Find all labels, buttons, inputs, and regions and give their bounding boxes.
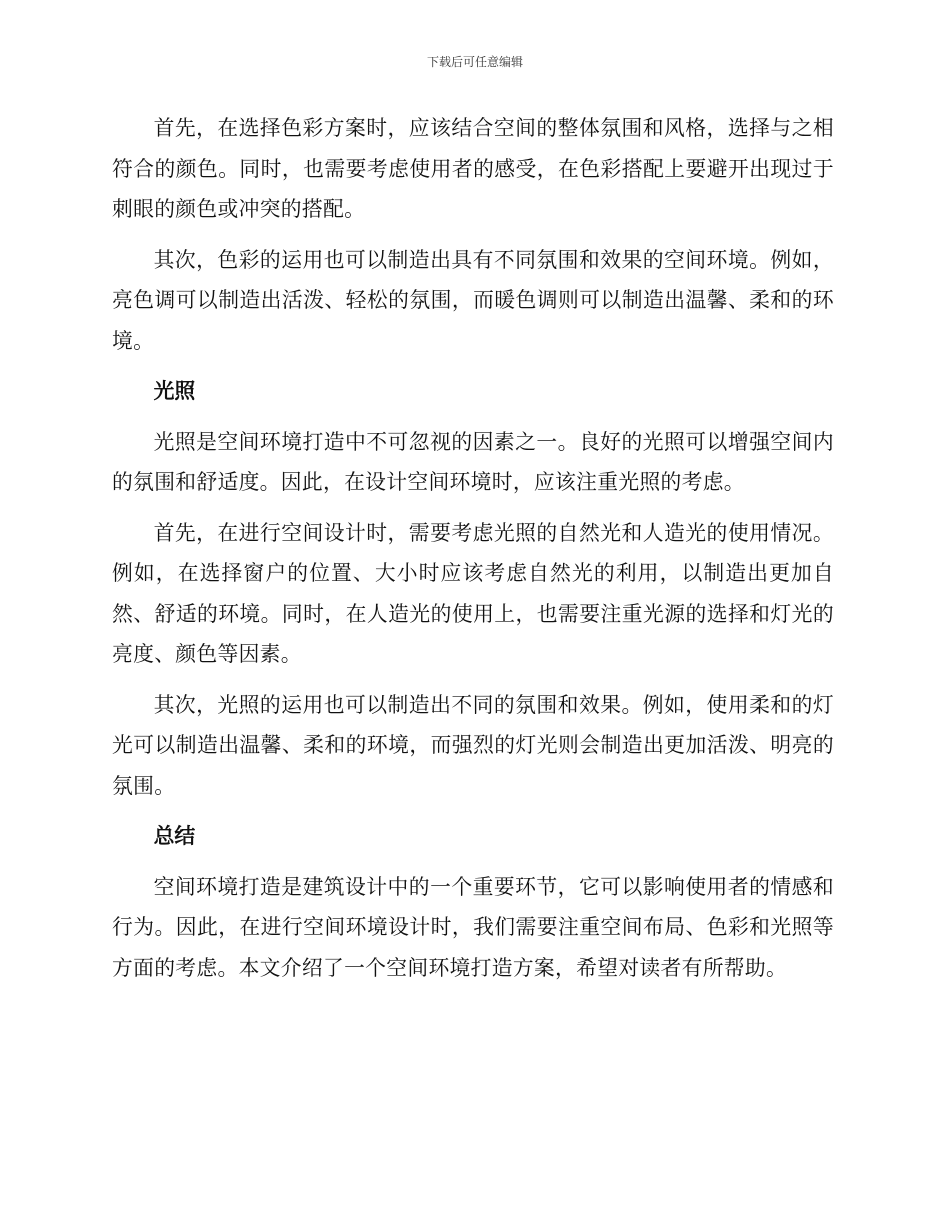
section-heading-lighting: 光照 bbox=[153, 379, 196, 403]
paragraph-lighting-atmosphere: 其次，光照的运用也可以制造出不同的氛围和效果。例如，使用柔和的灯光可以制造出温馨、柔和的环境，而强烈的灯光则会制造出更加活泼、明亮的氛围。 bbox=[112, 692, 834, 798]
paragraph-color-scheme: 首先，在选择色彩方案时，应该结合空间的整体氛围和风格，选择与之相符合的颜色。同时，也需要考虑使用者的感受，在色彩搭配上要避开出现过于刺眼的颜色或冲突的搭配。 bbox=[112, 116, 834, 221]
section-heading-summary: 总结 bbox=[153, 824, 196, 848]
paragraph-lighting-natural-artificial: 首先，在进行空间设计时，需要考虑光照的自然光和人造光的使用情况。例如，在选择窗户的位置、大小时应该考虑自然光的利用，以制造出更加自然、舒适的环境。同时，在人造光的使用上，也需要注重光源的选择和灯光的亮度、颜色等因素。 bbox=[112, 520, 834, 666]
paragraph-lighting-intro: 光照是空间环境打造中不可忽视的因素之一。良好的光照可以增强空间内的氛围和舒适度。因此，在设计空间环境时，应该注重光照的考虑。 bbox=[112, 429, 834, 494]
document-body bbox=[112, 108, 834, 998]
paragraph-color-usage: 其次，色彩的运用也可以制造出具有不同氛围和效果的空间环境。例如，亮色调可以制造出活泼、轻松的氛围，而暖色调则可以制造出温馨、柔和的环境。 bbox=[112, 247, 834, 353]
paragraph-summary: 空间环境打造是建筑设计中的一个重要环节，它可以影响使用者的情感和行为。因此，在进行空间环境设计时，我们需要注重空间布局、色彩和光照等方面的考虑。本文介绍了一个空间环境打造方案，希望对读者有所帮助。 bbox=[112, 874, 834, 980]
page-header: 下载后可任意编辑 bbox=[426, 55, 523, 69]
